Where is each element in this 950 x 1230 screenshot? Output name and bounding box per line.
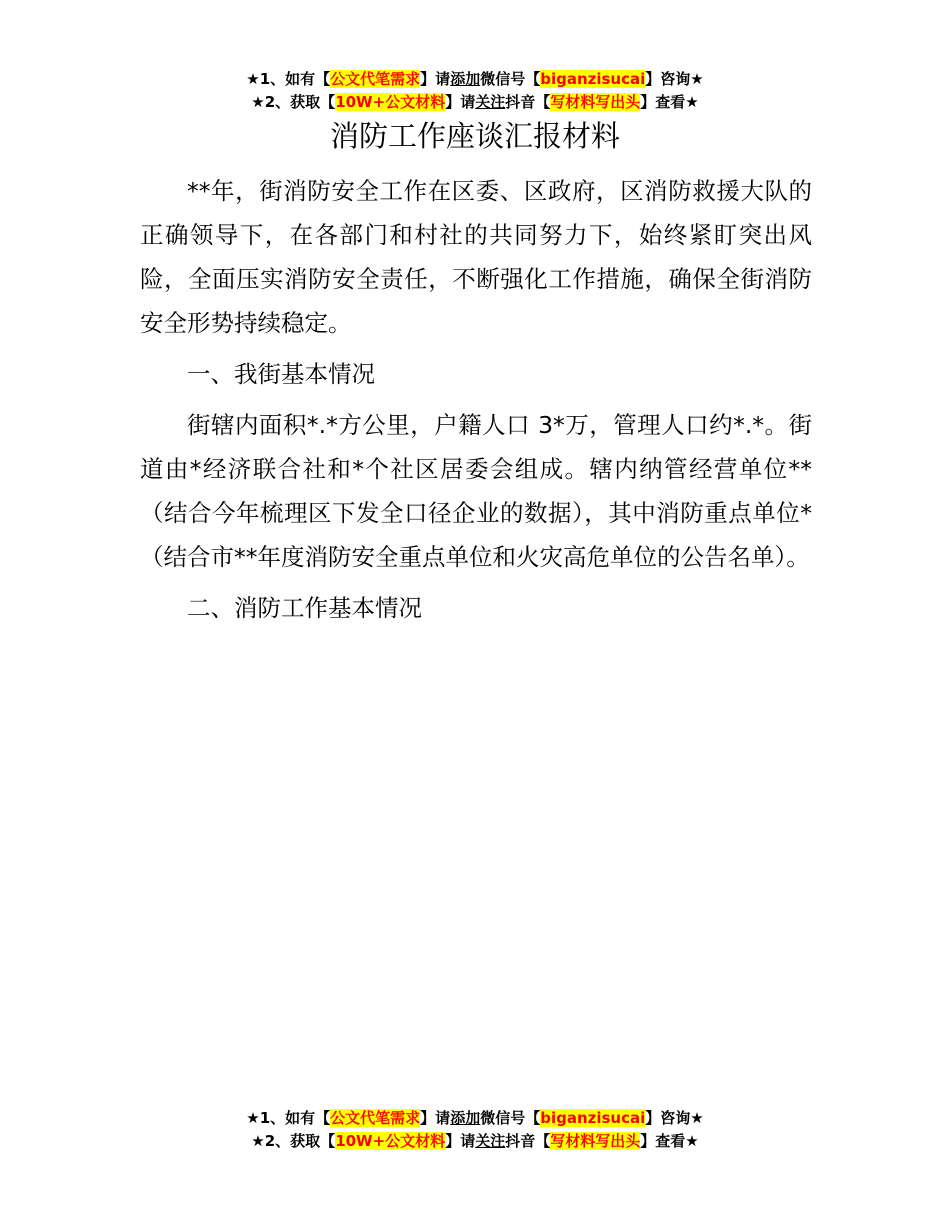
body-paragraph: **年，街消防安全工作在区委、区政府，区消防救援大队的正确领导下，在各部门和村社的共同努力下，始终紧盯突出风险，全面压实消防安全责任，不断强化工作措施，确保全街消防安全形势持续稳定。 xyxy=(140,177,812,337)
banner-emphasis: 添加 xyxy=(450,70,481,88)
banner-text: 】咨询★ xyxy=(645,70,704,88)
banner-text: 】查看★ xyxy=(640,1132,699,1150)
banner-highlight: 10W+公文材料 xyxy=(335,93,446,111)
banner-highlight: 写材料写出头 xyxy=(550,93,641,111)
banner-text: 微信号【 xyxy=(480,70,541,88)
banner-text: ★2、获取【 xyxy=(251,93,336,111)
banner-highlight: 公文代笔需求 xyxy=(330,1109,421,1127)
banner-text: 】请 xyxy=(445,1132,476,1150)
section-heading: 一、我街基本情况 xyxy=(187,360,375,388)
banner-text: 】咨询★ xyxy=(645,1109,704,1127)
banner-text: 】请 xyxy=(420,1109,451,1127)
banner-text: 微信号【 xyxy=(480,1109,541,1127)
banner-text: 抖音【 xyxy=(505,93,551,111)
banner-highlight: biganzisucai xyxy=(540,1109,646,1127)
banner-highlight: 公文代笔需求 xyxy=(330,70,421,88)
banner-text: ★2、获取【 xyxy=(251,1132,336,1150)
banner-text: 】查看★ xyxy=(640,93,699,111)
banner-highlight: biganzisucai xyxy=(540,70,646,88)
footer-banner xyxy=(0,1107,950,1153)
banner-line-2 xyxy=(0,1130,950,1153)
banner-highlight: 写材料写出头 xyxy=(550,1132,641,1150)
banner-line-2 xyxy=(0,91,950,114)
banner-line-1 xyxy=(0,68,950,91)
banner-text: ★1、如有【 xyxy=(246,70,331,88)
banner-highlight: 10W+公文材料 xyxy=(335,1132,446,1150)
body-paragraph: 街辖内面积*.*方公里，户籍人口 3*万，管理人口约*.*。街道由*经济联合社和*个社区居委会组成。辖内纳管经营单位**（结合今年梳理区下发全口径企业的数据），其中消防重点单位*（结合市**年度消防安全重点单位和火灾高危单位的公告名单）。 xyxy=(140,411,812,571)
section-heading: 二、消防工作基本情况 xyxy=(187,594,422,622)
banner-text: ★1、如有【 xyxy=(246,1109,331,1127)
banner-text: 】请 xyxy=(445,93,476,111)
banner-emphasis: 添加 xyxy=(450,1109,481,1127)
banner-line-1 xyxy=(0,1107,950,1130)
banner-text: 】请 xyxy=(420,70,451,88)
banner-emphasis: 关注 xyxy=(475,93,506,111)
header-banner xyxy=(0,68,950,114)
document-title: 消防工作座谈汇报材料 xyxy=(329,119,620,153)
banner-emphasis: 关注 xyxy=(475,1132,506,1150)
banner-text: 抖音【 xyxy=(505,1132,551,1150)
document-body xyxy=(140,169,812,637)
